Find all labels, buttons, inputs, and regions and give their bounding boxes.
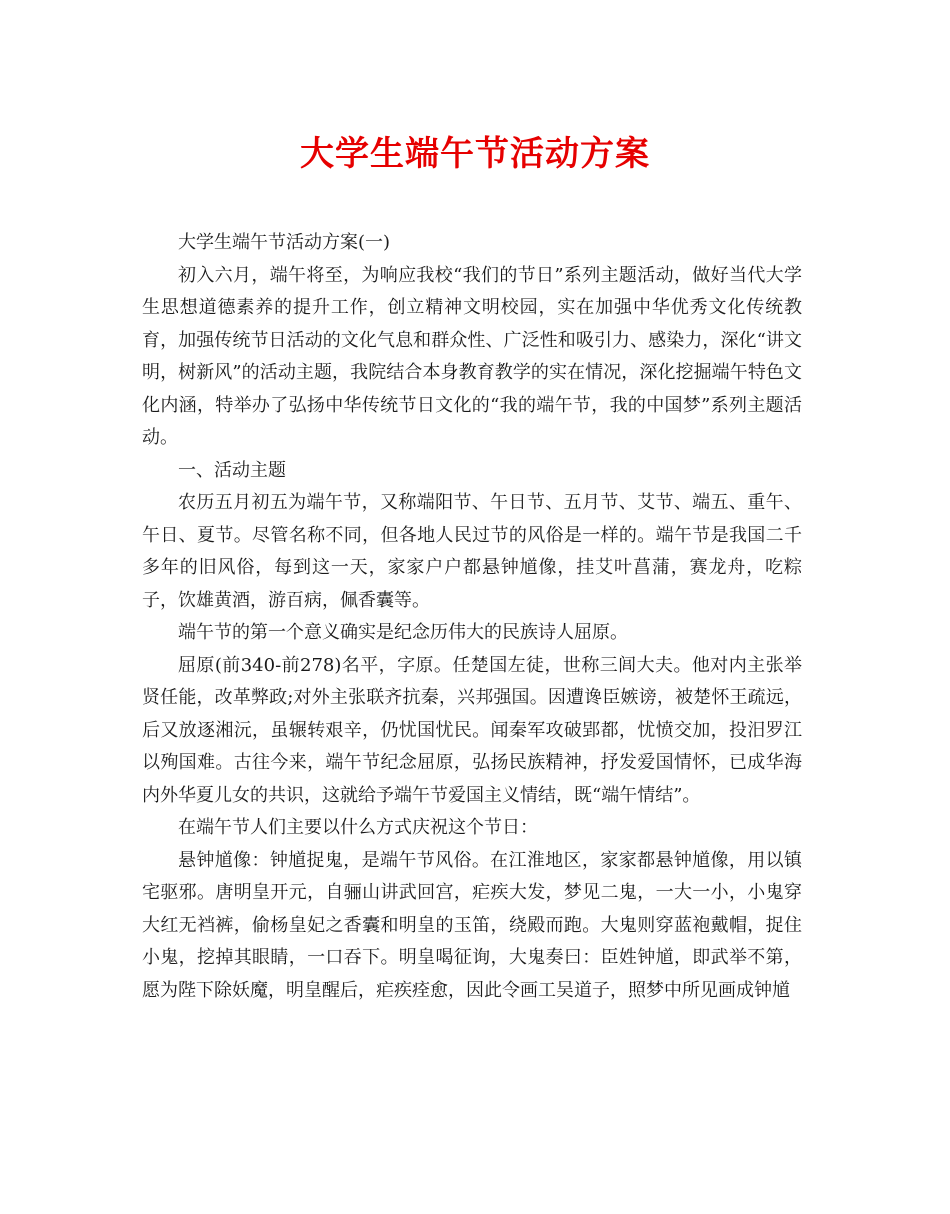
paragraph-qu-yuan-intro: 端午节的第一个意义确实是纪念历伟大的民族诗人屈原。 bbox=[178, 622, 628, 643]
paragraph-qu-yuan-bio: 屈原(前340-前278)名平，字原。任楚国左徒，世称三闾大夫。他对内主张举贤任能，改革弊政;对外主张联齐抗秦，兴邦强国。因遭谗臣嫉谤，被楚怀王疏远，后又放逐湘沅，虽辗转艰辛，仍忧国忧民。闻秦军攻破郢都，忧愤交加，投汨罗江以殉国难。古往今来，端午节纪念屈原，弘扬民族精神，抒发爱国情怀，已成华海内外华夏儿女的共识，这就给予端午节爱国主义情结，既“端午情结”。 bbox=[142, 654, 802, 806]
paragraph-zhong-kui: 悬钟馗像：钟馗捉鬼，是端午节风俗。在江淮地区，家家都悬钟馗像，用以镇宅驱邪。唐明皇开元，自骊山讲武回宫，疟疾大发，梦见二鬼，一大一小，小鬼穿大红无裆裤，偷杨皇妃之香囊和明皇的玉笛，绕殿而跑。大鬼则穿蓝袍戴帽，捉住小鬼，挖掉其眼睛，一口吞下。明皇喝征询，大鬼奏曰：臣姓钟馗，即武举不第，愿为陛下除妖魔，明皇醒后，疟疾痊愈，因此令画工吴道子，照梦中所见画成钟馗 bbox=[142, 849, 802, 1001]
paragraph-subtitle: 大学生端午节活动方案(一) bbox=[178, 232, 391, 253]
paragraph-section-heading: 一、活动主题 bbox=[178, 459, 286, 481]
document-body bbox=[142, 227, 802, 1007]
paragraph-festival-names: 农历五月初五为端午节，又称端阳节、午日节、五月节、艾节、端五、重午、午日、夏节。尽管名称不同，但各地人民过节的风俗是一样的。端午节是我国二千多年的旧风俗，每到这一天，家家户户都悬钟馗像，挂艾叶菖蒲，赛龙舟，吃粽子，饮雄黄酒，游百病，佩香囊等。 bbox=[142, 492, 802, 611]
paragraph-intro: 初入六月，端午将至，为响应我校“我们的节日”系列主题活动，做好当代大学生思想道德素养的提升工作，创立精神文明校园，实在加强中华优秀文化传统教育，加强传统节日活动的文化气息和群众性、广泛性和吸引力、感染力，深化“讲文明，树新风”的活动主题，我院结合本身教育教学的实在情况，深化挖掘端午特色文化内涵，特举办了弘扬中华传统节日文化的“我的端午节，我的中国梦”系列主题活动。 bbox=[142, 264, 802, 448]
document-title: 大学生端午节活动方案 bbox=[300, 134, 650, 174]
paragraph-celebration-question: 在端午节人们主要以什么方式庆祝这个节日： bbox=[178, 817, 538, 838]
